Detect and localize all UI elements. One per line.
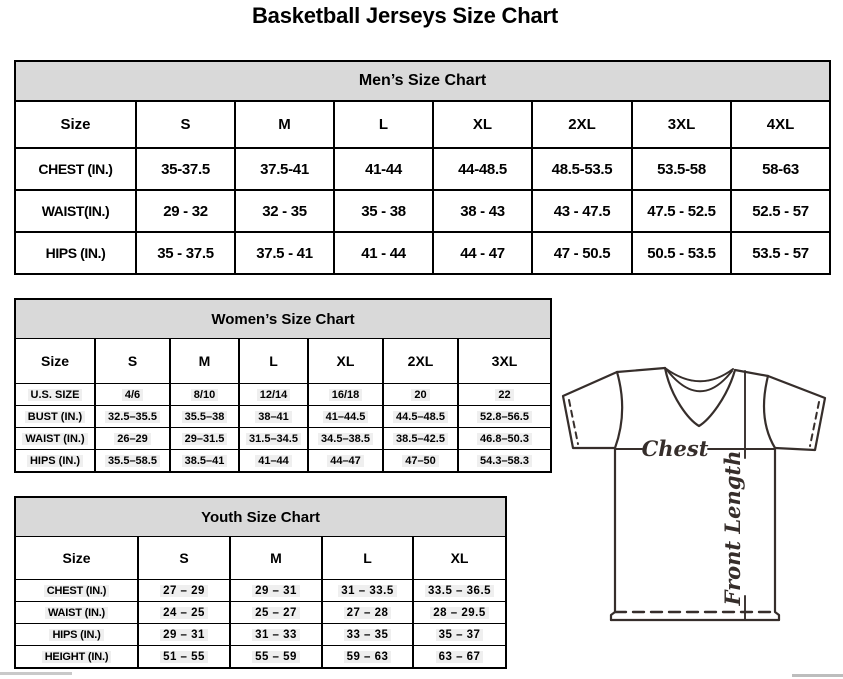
- table-row: [15, 428, 551, 450]
- womens-table-title: Women’s Size Chart: [15, 299, 551, 339]
- col-header: 3XL: [458, 339, 551, 384]
- size-value: [138, 646, 230, 669]
- front-length-label: Front Length: [720, 450, 745, 606]
- size-value-text: 24 – 25: [160, 607, 208, 619]
- col-header: Size: [15, 537, 138, 580]
- table-row: [15, 646, 506, 669]
- size-value: [322, 624, 413, 646]
- size-value: [413, 602, 506, 624]
- size-value-text: 8/10: [191, 389, 218, 401]
- size-value: 50.5 - 53.5: [632, 232, 731, 274]
- size-value: [170, 428, 239, 450]
- table-row: [15, 580, 506, 602]
- size-value: 37.5-41: [235, 148, 334, 190]
- youth-table-title: Youth Size Chart: [15, 497, 506, 537]
- row-label: [15, 384, 95, 406]
- table-row: [15, 537, 506, 580]
- table-row: [15, 299, 551, 339]
- row-label: [15, 580, 138, 602]
- size-value: [239, 384, 308, 406]
- size-value: [383, 428, 458, 450]
- row-label-text: U.S. SIZE: [28, 389, 83, 401]
- size-value-text: 33 – 35: [344, 629, 392, 641]
- size-value: 53.5 - 57: [731, 232, 830, 274]
- table-row: [15, 190, 830, 232]
- size-value: [308, 450, 383, 473]
- size-value-text: 35 – 37: [436, 629, 484, 641]
- size-value: [138, 624, 230, 646]
- size-value: [322, 580, 413, 602]
- size-value: [138, 602, 230, 624]
- size-value: 58-63: [731, 148, 830, 190]
- size-value: 44-48.5: [433, 148, 532, 190]
- size-value-text: 41–44: [255, 455, 292, 467]
- size-value: [239, 450, 308, 473]
- size-value-text: 12/14: [257, 389, 291, 401]
- size-value: 48.5-53.5: [532, 148, 632, 190]
- size-value: [413, 624, 506, 646]
- size-value: [383, 384, 458, 406]
- row-label: [15, 646, 138, 669]
- womens-size-table: [14, 298, 552, 473]
- size-value-text: 34.5–38.5: [318, 433, 373, 445]
- col-header: Size: [15, 339, 95, 384]
- table-row: [15, 406, 551, 428]
- col-header: L: [239, 339, 308, 384]
- size-value-text: 31.5–34.5: [246, 433, 301, 445]
- size-value: 47 - 50.5: [532, 232, 632, 274]
- size-value: 41 - 44: [334, 232, 433, 274]
- size-value-text: 52.8–56.5: [477, 411, 532, 423]
- size-value-text: 41–44.5: [323, 411, 369, 423]
- size-value-text: 26–29: [114, 433, 151, 445]
- size-value-text: 29 – 31: [252, 585, 300, 597]
- size-value: [458, 428, 551, 450]
- jersey-outline-icon: [563, 368, 825, 620]
- row-label: [15, 602, 138, 624]
- size-value-text: 38.5–41: [182, 455, 228, 467]
- size-value-text: 31 – 33: [252, 629, 300, 641]
- size-value-text: 55 – 59: [252, 651, 300, 663]
- mens-size-table: [14, 60, 831, 275]
- table-row: [15, 624, 506, 646]
- jersey-measurement-diagram: [557, 362, 842, 624]
- size-value: [170, 406, 239, 428]
- size-value: [230, 624, 322, 646]
- table-row: [15, 148, 830, 190]
- size-value: 53.5-58: [632, 148, 731, 190]
- col-header: M: [235, 101, 334, 148]
- table-row: [15, 339, 551, 384]
- row-label: HIPS (IN.): [15, 232, 136, 274]
- row-label: WAIST(IN.): [15, 190, 136, 232]
- size-value: [458, 384, 551, 406]
- row-label: [15, 624, 138, 646]
- row-label: [15, 406, 95, 428]
- row-label-text: CHEST (IN.): [44, 585, 110, 597]
- size-value-text: 27 – 29: [160, 585, 208, 597]
- size-value: [95, 384, 170, 406]
- size-value: 44 - 47: [433, 232, 532, 274]
- col-header: M: [170, 339, 239, 384]
- size-value: 41-44: [334, 148, 433, 190]
- size-value: [383, 406, 458, 428]
- size-value-text: 44–47: [327, 455, 364, 467]
- size-value: [458, 450, 551, 473]
- horizontal-scrollbar-thumb[interactable]: [0, 672, 72, 675]
- size-value: 52.5 - 57: [731, 190, 830, 232]
- size-value: 37.5 - 41: [235, 232, 334, 274]
- table-row: [15, 101, 830, 148]
- col-header: 3XL: [632, 101, 731, 148]
- size-value: [308, 384, 383, 406]
- size-value: 35 - 38: [334, 190, 433, 232]
- size-value: 38 - 43: [433, 190, 532, 232]
- size-value: [322, 602, 413, 624]
- size-value-text: 47–50: [402, 455, 439, 467]
- size-value-text: 38–41: [255, 411, 292, 423]
- size-value: [170, 450, 239, 473]
- size-value: [95, 428, 170, 450]
- size-value: [458, 406, 551, 428]
- col-header: XL: [433, 101, 532, 148]
- size-value: [322, 646, 413, 669]
- table-row: [15, 497, 506, 537]
- row-label-text: WAIST (IN.): [22, 433, 87, 445]
- row-label: [15, 450, 95, 473]
- col-header: M: [230, 537, 322, 580]
- size-value-text: 44.5–48.5: [393, 411, 448, 423]
- size-value-text: 59 – 63: [344, 651, 392, 663]
- size-value-text: 4/6: [122, 389, 143, 401]
- size-value-text: 27 – 28: [344, 607, 392, 619]
- size-value: [383, 450, 458, 473]
- size-value-text: 63 – 67: [436, 651, 484, 663]
- size-value: [230, 602, 322, 624]
- size-value-text: 29–31.5: [182, 433, 228, 445]
- col-header: L: [334, 101, 433, 148]
- size-value: [170, 384, 239, 406]
- horizontal-scrollbar-thumb[interactable]: [792, 674, 843, 677]
- size-value: [239, 428, 308, 450]
- size-value: 43 - 47.5: [532, 190, 632, 232]
- col-header: 2XL: [532, 101, 632, 148]
- size-value-text: 32.5–35.5: [105, 411, 160, 423]
- mens-table-title: Men’s Size Chart: [15, 61, 830, 101]
- size-value: [230, 646, 322, 669]
- size-value: 47.5 - 52.5: [632, 190, 731, 232]
- size-value: [138, 580, 230, 602]
- page-title: Basketball Jerseys Size Chart: [251, 3, 559, 28]
- size-value-text: 54.3–58.3: [477, 455, 532, 467]
- size-value: [230, 580, 322, 602]
- size-value: 32 - 35: [235, 190, 334, 232]
- row-label-text: WAIST (IN.): [45, 607, 108, 619]
- table-row: [15, 384, 551, 406]
- col-header: S: [136, 101, 235, 148]
- size-value-text: 33.5 – 36.5: [425, 585, 494, 597]
- row-label-text: HIPS (IN.): [49, 629, 103, 641]
- size-value: [308, 428, 383, 450]
- size-value-text: 31 – 33.5: [338, 585, 396, 597]
- size-value-text: 16/18: [329, 389, 363, 401]
- row-label-text: HIPS (IN.): [27, 455, 83, 467]
- col-header: 2XL: [383, 339, 458, 384]
- size-value: 35 - 37.5: [136, 232, 235, 274]
- size-value-text: 46.8–50.3: [477, 433, 532, 445]
- size-value-text: 38.5–42.5: [393, 433, 448, 445]
- col-header: 4XL: [731, 101, 830, 148]
- col-header: L: [322, 537, 413, 580]
- col-header: S: [95, 339, 170, 384]
- col-header: XL: [308, 339, 383, 384]
- size-value-text: 29 – 31: [160, 629, 208, 641]
- table-row: [15, 232, 830, 274]
- chest-label: Chest: [641, 436, 709, 461]
- row-label: CHEST (IN.): [15, 148, 136, 190]
- size-value: [239, 406, 308, 428]
- size-value: [413, 580, 506, 602]
- size-value: [308, 406, 383, 428]
- size-value: 35-37.5: [136, 148, 235, 190]
- table-row: [15, 61, 830, 101]
- size-value: [413, 646, 506, 669]
- size-value: [95, 406, 170, 428]
- col-header: S: [138, 537, 230, 580]
- table-row: [15, 602, 506, 624]
- size-value-text: 25 – 27: [252, 607, 300, 619]
- col-header: XL: [413, 537, 506, 580]
- row-label-text: BUST (IN.): [25, 411, 85, 423]
- size-value-text: 51 – 55: [160, 651, 208, 663]
- col-header: Size: [15, 101, 136, 148]
- size-value-text: 35.5–38: [182, 411, 228, 423]
- table-row: [15, 450, 551, 473]
- size-value-text: 20: [411, 389, 429, 401]
- size-value: [95, 450, 170, 473]
- size-value-text: 22: [495, 389, 513, 401]
- size-value-text: 35.5–58.5: [105, 455, 160, 467]
- row-label-text: HEIGHT (IN.): [42, 651, 112, 663]
- row-label: [15, 428, 95, 450]
- size-value: 29 - 32: [136, 190, 235, 232]
- size-value-text: 28 – 29.5: [430, 607, 488, 619]
- youth-size-table: [14, 496, 507, 669]
